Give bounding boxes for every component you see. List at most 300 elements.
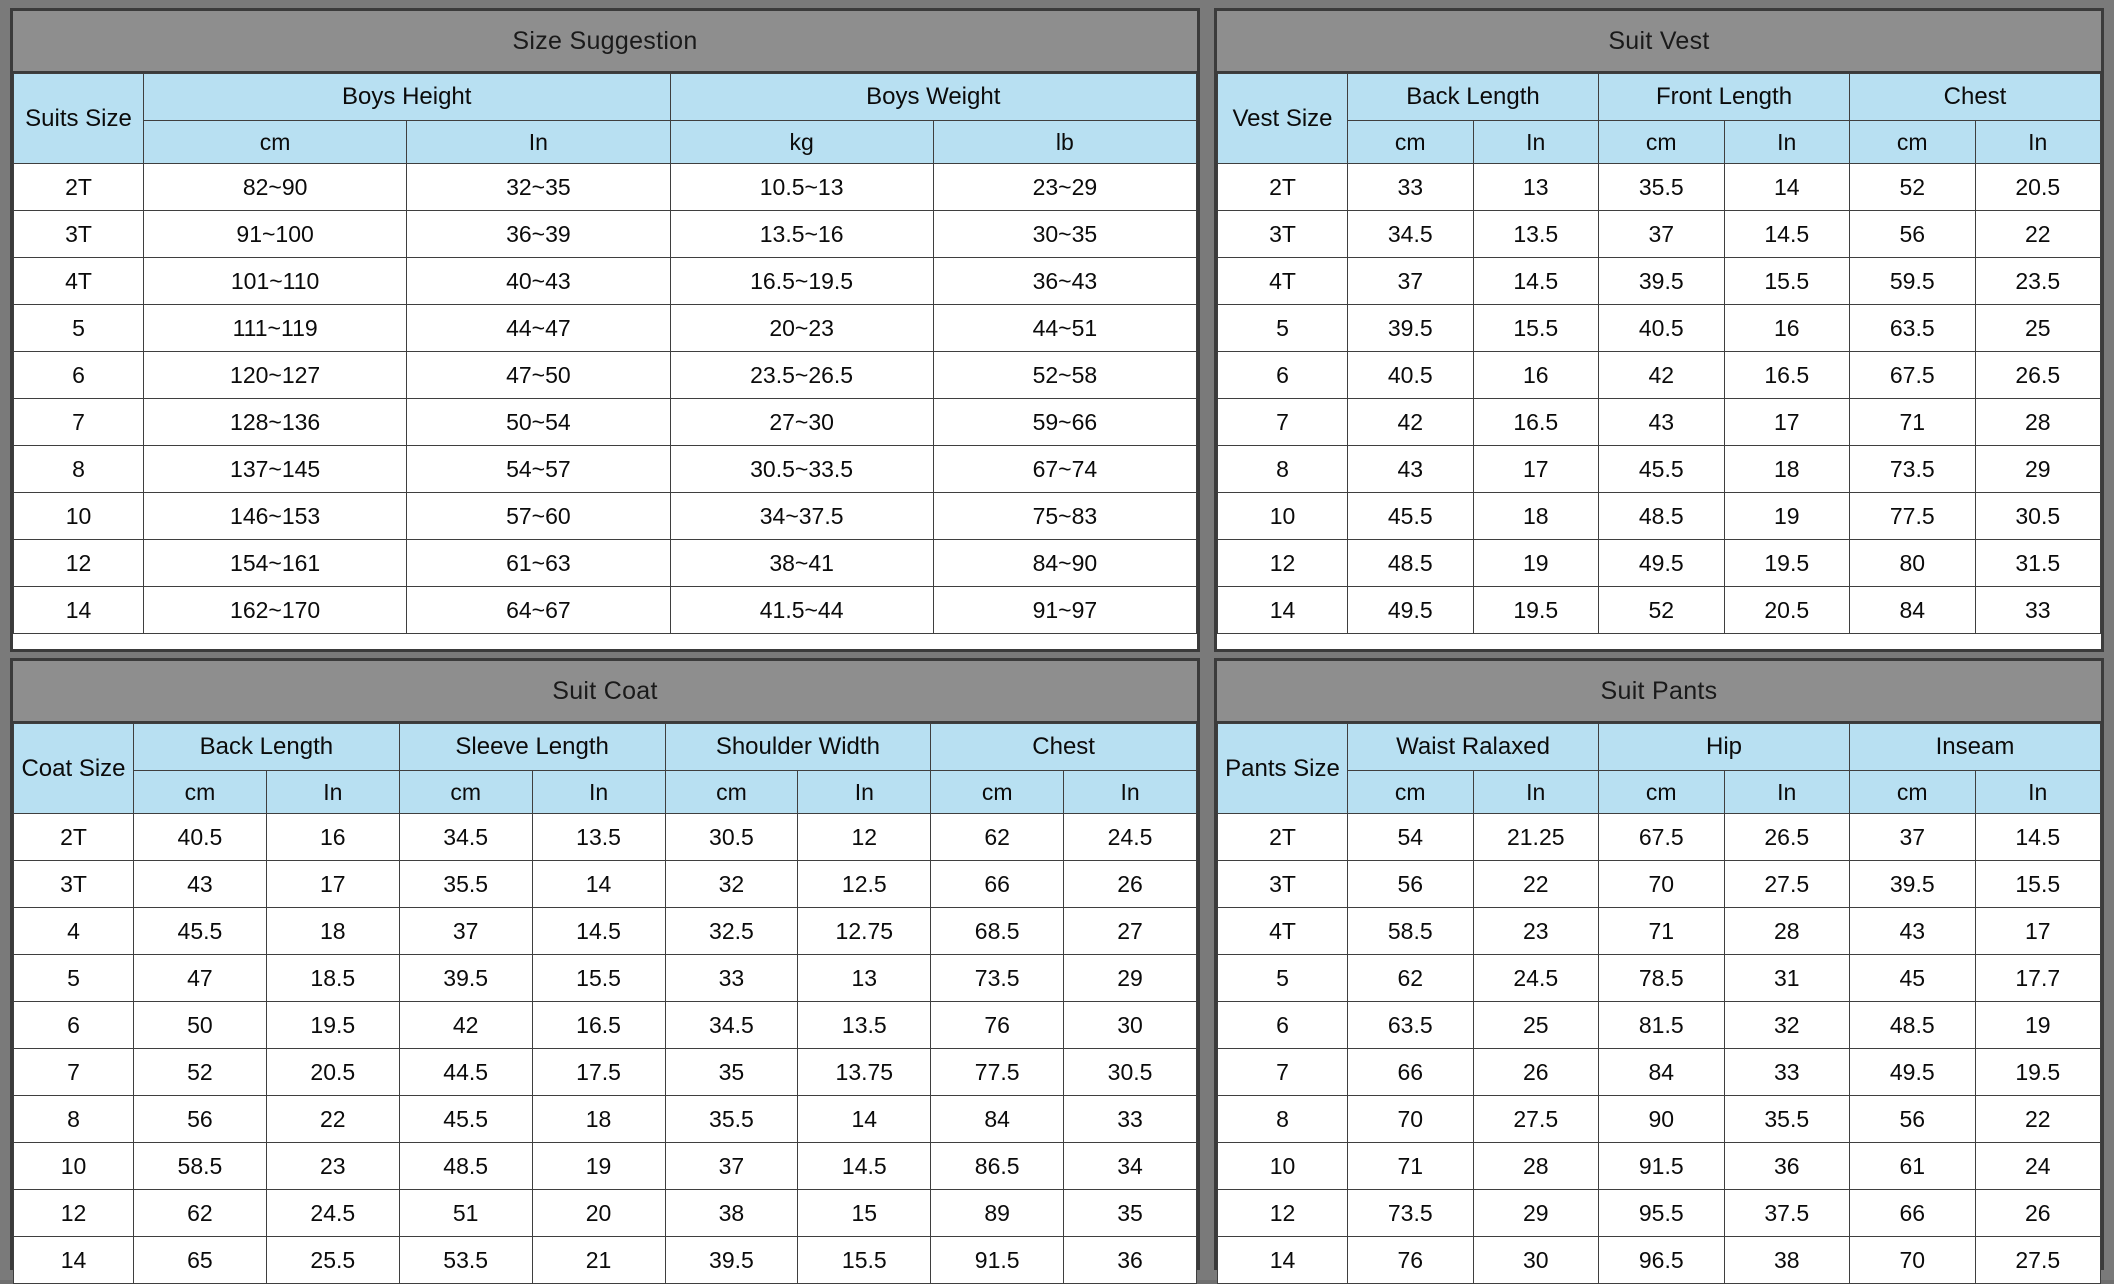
- cell-value: 17: [1473, 446, 1599, 493]
- cell-value: 61~63: [407, 540, 670, 587]
- cell-value: 16.5: [1724, 352, 1850, 399]
- cell-value: 42: [1599, 352, 1725, 399]
- cell-value: 30.5~33.5: [670, 446, 933, 493]
- cell-value: 51: [399, 1190, 532, 1237]
- cell-value: 16.5: [1473, 399, 1599, 446]
- cell-size: 14: [14, 587, 144, 634]
- cell-size: 3T: [14, 211, 144, 258]
- cell-value: 16: [1473, 352, 1599, 399]
- group-header-back-length: Back Length: [134, 724, 400, 771]
- cell-value: 137~145: [144, 446, 407, 493]
- cell-value: 48.5: [399, 1143, 532, 1190]
- unit-header-height-cm: cm: [144, 121, 407, 164]
- cell-value: 23: [266, 1143, 399, 1190]
- cell-value: 49.5: [1850, 1049, 1976, 1096]
- panel-suit-pants: [1214, 658, 2104, 1273]
- cell-value: 30.5: [1064, 1049, 1197, 1096]
- cell-value: 24: [1975, 1143, 2101, 1190]
- cell-value: 35.5: [399, 861, 532, 908]
- cell-value: 37: [1348, 258, 1474, 305]
- table-row: [14, 540, 1197, 587]
- cell-value: 20: [532, 1190, 665, 1237]
- table-row: [14, 814, 1197, 861]
- cell-value: 59.5: [1850, 258, 1976, 305]
- cell-value: 33: [1724, 1049, 1850, 1096]
- cell-value: 84: [1599, 1049, 1725, 1096]
- cell-value: 28: [1975, 399, 2101, 446]
- cell-size: 6: [1218, 352, 1348, 399]
- cell-size: 2T: [14, 814, 134, 861]
- table-row: [14, 493, 1197, 540]
- cell-value: 40~43: [407, 258, 670, 305]
- cell-value: 162~170: [144, 587, 407, 634]
- cell-value: 23.5: [1975, 258, 2101, 305]
- cell-value: 45.5: [1348, 493, 1474, 540]
- cell-value: 76: [1348, 1237, 1474, 1284]
- cell-value: 18: [266, 908, 399, 955]
- unit-header-cm: cm: [1599, 121, 1725, 164]
- cell-value: 26.5: [1724, 814, 1850, 861]
- cell-value: 45.5: [1599, 446, 1725, 493]
- cell-value: 70: [1850, 1237, 1976, 1284]
- cell-size: 14: [1218, 1237, 1348, 1284]
- group-header-back-length: Back Length: [1348, 74, 1599, 121]
- table-wrap-suit-coat: [13, 723, 1197, 1284]
- cell-value: 19.5: [1473, 587, 1599, 634]
- cell-value: 78.5: [1599, 955, 1725, 1002]
- cell-value: 28: [1724, 908, 1850, 955]
- cell-value: 73.5: [1348, 1190, 1474, 1237]
- table-head-suit-vest: [1218, 74, 2101, 164]
- cell-value: 40.5: [1599, 305, 1725, 352]
- table-body-suit-vest: [1218, 164, 2101, 634]
- cell-size: 14: [1218, 587, 1348, 634]
- cell-value: 18: [1724, 446, 1850, 493]
- cell-value: 14.5: [532, 908, 665, 955]
- col-header-pants-size: Pants Size: [1218, 724, 1348, 814]
- cell-value: 16.5: [532, 1002, 665, 1049]
- cell-size: 3T: [14, 861, 134, 908]
- table-row: [14, 399, 1197, 446]
- cell-value: 39.5: [1599, 258, 1725, 305]
- cell-value: 22: [266, 1096, 399, 1143]
- group-header-boys-weight: Boys Weight: [670, 74, 1197, 121]
- panel-title-suit-vest: Suit Vest: [1217, 11, 2101, 73]
- cell-value: 45: [1850, 955, 1976, 1002]
- cell-value: 20.5: [1724, 587, 1850, 634]
- table-row: [1218, 1143, 2101, 1190]
- cell-value: 81.5: [1599, 1002, 1725, 1049]
- cell-value: 54~57: [407, 446, 670, 493]
- cell-value: 24.5: [1473, 955, 1599, 1002]
- cell-value: 32~35: [407, 164, 670, 211]
- cell-value: 15.5: [798, 1237, 931, 1284]
- cell-value: 25: [1473, 1002, 1599, 1049]
- col-header-vest-size: Vest Size: [1218, 74, 1348, 164]
- cell-value: 56: [1850, 1096, 1976, 1143]
- cell-value: 65: [134, 1237, 267, 1284]
- cell-value: 23.5~26.5: [670, 352, 933, 399]
- cell-value: 91.5: [931, 1237, 1064, 1284]
- cell-value: 24.5: [266, 1190, 399, 1237]
- cell-value: 45.5: [134, 908, 267, 955]
- cell-value: 15: [798, 1190, 931, 1237]
- cell-size: 4T: [1218, 258, 1348, 305]
- cell-size: 10: [14, 1143, 134, 1190]
- cell-value: 30~35: [933, 211, 1196, 258]
- cell-value: 80: [1850, 540, 1976, 587]
- table-row: [14, 955, 1197, 1002]
- cell-value: 33: [1975, 587, 2101, 634]
- cell-value: 22: [1473, 861, 1599, 908]
- table-row: [1218, 540, 2101, 587]
- table-suit-pants: [1217, 723, 2101, 1284]
- table-head-suit-coat: [14, 724, 1197, 814]
- cell-value: 48.5: [1599, 493, 1725, 540]
- cell-value: 37: [1599, 211, 1725, 258]
- cell-value: 19: [1473, 540, 1599, 587]
- cell-size: 12: [1218, 540, 1348, 587]
- cell-value: 58.5: [1348, 908, 1474, 955]
- cell-value: 44.5: [399, 1049, 532, 1096]
- cell-size: 3T: [1218, 861, 1348, 908]
- cell-value: 17: [266, 861, 399, 908]
- cell-size: 12: [1218, 1190, 1348, 1237]
- table-suit-vest: [1217, 73, 2101, 634]
- cell-value: 89: [931, 1190, 1064, 1237]
- cell-value: 26: [1064, 861, 1197, 908]
- cell-size: 8: [14, 446, 144, 493]
- cell-value: 57~60: [407, 493, 670, 540]
- cell-size: 12: [14, 540, 144, 587]
- table-wrap-suit-vest: [1217, 73, 2101, 649]
- cell-value: 42: [399, 1002, 532, 1049]
- cell-value: 13.5~16: [670, 211, 933, 258]
- cell-value: 62: [1348, 955, 1474, 1002]
- cell-value: 75~83: [933, 493, 1196, 540]
- cell-value: 34.5: [399, 814, 532, 861]
- cell-value: 12.75: [798, 908, 931, 955]
- cell-value: 29: [1473, 1190, 1599, 1237]
- group-header-chest: Chest: [931, 724, 1197, 771]
- cell-value: 14.5: [1724, 211, 1850, 258]
- top-row: [10, 8, 2104, 652]
- table-row: [14, 861, 1197, 908]
- cell-value: 45.5: [399, 1096, 532, 1143]
- table-row: [14, 908, 1197, 955]
- cell-value: 42: [1348, 399, 1474, 446]
- cell-value: 23~29: [933, 164, 1196, 211]
- cell-value: 19: [1724, 493, 1850, 540]
- cell-size: 2T: [1218, 814, 1348, 861]
- cell-value: 67.5: [1599, 814, 1725, 861]
- unit-header-cm: cm: [1348, 771, 1474, 814]
- cell-value: 33: [1064, 1096, 1197, 1143]
- cell-value: 32: [1724, 1002, 1850, 1049]
- cell-size: 5: [1218, 955, 1348, 1002]
- table-row: [14, 587, 1197, 634]
- cell-size: 7: [1218, 399, 1348, 446]
- cell-size: 5: [14, 305, 144, 352]
- cell-value: 40.5: [134, 814, 267, 861]
- cell-size: 3T: [1218, 211, 1348, 258]
- cell-value: 14.5: [1975, 814, 2101, 861]
- table-row: [1218, 211, 2101, 258]
- cell-value: 63.5: [1348, 1002, 1474, 1049]
- cell-value: 20.5: [266, 1049, 399, 1096]
- table-row: [14, 211, 1197, 258]
- cell-size: 2T: [14, 164, 144, 211]
- cell-value: 59~66: [933, 399, 1196, 446]
- cell-size: 2T: [1218, 164, 1348, 211]
- cell-value: 40.5: [1348, 352, 1474, 399]
- group-header-sleeve-length: Sleeve Length: [399, 724, 665, 771]
- cell-value: 21.25: [1473, 814, 1599, 861]
- cell-value: 71: [1599, 908, 1725, 955]
- cell-value: 52: [1850, 164, 1976, 211]
- cell-value: 52: [1599, 587, 1725, 634]
- cell-value: 13: [798, 955, 931, 1002]
- cell-value: 31.5: [1975, 540, 2101, 587]
- cell-value: 35.5: [1724, 1096, 1850, 1143]
- cell-value: 27.5: [1975, 1237, 2101, 1284]
- cell-value: 71: [1850, 399, 1976, 446]
- cell-value: 39.5: [1850, 861, 1976, 908]
- cell-value: 25.5: [266, 1237, 399, 1284]
- cell-value: 34.5: [1348, 211, 1474, 258]
- unit-header-in: In: [532, 771, 665, 814]
- cell-value: 27.5: [1473, 1096, 1599, 1143]
- cell-value: 37: [665, 1143, 798, 1190]
- cell-value: 52~58: [933, 352, 1196, 399]
- cell-size: 8: [1218, 1096, 1348, 1143]
- cell-value: 34: [1064, 1143, 1197, 1190]
- cell-value: 43: [1850, 908, 1976, 955]
- table-row: [1218, 955, 2101, 1002]
- cell-value: 36: [1724, 1143, 1850, 1190]
- cell-value: 35.5: [1599, 164, 1725, 211]
- cell-value: 44~51: [933, 305, 1196, 352]
- cell-size: 5: [14, 955, 134, 1002]
- unit-header-height-in: In: [407, 121, 670, 164]
- table-row: [1218, 1096, 2101, 1143]
- cell-value: 33: [1348, 164, 1474, 211]
- panel-title-size-suggestion: Size Suggestion: [13, 11, 1197, 73]
- table-row: [1218, 493, 2101, 540]
- cell-value: 19.5: [1975, 1049, 2101, 1096]
- table-head-size-suggestion: [14, 74, 1197, 164]
- table-row: [14, 1096, 1197, 1143]
- table-wrap-suit-pants: [1217, 723, 2101, 1284]
- unit-header-in: In: [1975, 771, 2101, 814]
- cell-value: 50: [134, 1002, 267, 1049]
- table-row: [1218, 258, 2101, 305]
- cell-value: 39.5: [399, 955, 532, 1002]
- group-header-hip: Hip: [1599, 724, 1850, 771]
- cell-value: 71: [1348, 1143, 1474, 1190]
- table-suit-coat: [13, 723, 1197, 1284]
- cell-value: 38: [1724, 1237, 1850, 1284]
- table-row: [1218, 446, 2101, 493]
- cell-value: 19.5: [266, 1002, 399, 1049]
- unit-header-in: In: [1724, 121, 1850, 164]
- cell-value: 84: [1850, 587, 1976, 634]
- cell-value: 26.5: [1975, 352, 2101, 399]
- cell-value: 95.5: [1599, 1190, 1725, 1237]
- cell-size: 7: [14, 399, 144, 446]
- cell-value: 10.5~13: [670, 164, 933, 211]
- cell-size: 4T: [14, 258, 144, 305]
- cell-value: 20.5: [1975, 164, 2101, 211]
- cell-size: 8: [14, 1096, 134, 1143]
- unit-header-cm: cm: [1850, 121, 1976, 164]
- cell-value: 38: [665, 1190, 798, 1237]
- cell-value: 86.5: [931, 1143, 1064, 1190]
- cell-value: 36~43: [933, 258, 1196, 305]
- group-header-boys-height: Boys Height: [144, 74, 671, 121]
- cell-value: 43: [1599, 399, 1725, 446]
- unit-header-cm: cm: [665, 771, 798, 814]
- table-row: [14, 1190, 1197, 1237]
- cell-size: 14: [14, 1237, 134, 1284]
- table-row: [1218, 1049, 2101, 1096]
- unit-header-cm: cm: [399, 771, 532, 814]
- cell-value: 19: [1975, 1002, 2101, 1049]
- cell-value: 146~153: [144, 493, 407, 540]
- cell-value: 154~161: [144, 540, 407, 587]
- cell-size: 7: [1218, 1049, 1348, 1096]
- cell-value: 84~90: [933, 540, 1196, 587]
- cell-size: 7: [14, 1049, 134, 1096]
- cell-value: 27.5: [1724, 861, 1850, 908]
- cell-value: 14.5: [798, 1143, 931, 1190]
- cell-value: 21: [532, 1237, 665, 1284]
- table-body-suit-pants: [1218, 814, 2101, 1284]
- cell-value: 101~110: [144, 258, 407, 305]
- cell-value: 30: [1064, 1002, 1197, 1049]
- cell-value: 64~67: [407, 587, 670, 634]
- table-row: [1218, 399, 2101, 446]
- unit-header-in: In: [1064, 771, 1197, 814]
- table-body-suit-coat: [14, 814, 1197, 1284]
- cell-value: 34.5: [665, 1002, 798, 1049]
- unit-header-weight-kg: kg: [670, 121, 933, 164]
- cell-value: 14: [1724, 164, 1850, 211]
- cell-value: 17: [1724, 399, 1850, 446]
- cell-value: 48.5: [1348, 540, 1474, 587]
- cell-value: 13.5: [798, 1002, 931, 1049]
- cell-value: 66: [931, 861, 1064, 908]
- cell-value: 36~39: [407, 211, 670, 258]
- table-size-suggestion: [13, 73, 1197, 634]
- cell-value: 35: [1064, 1190, 1197, 1237]
- cell-value: 19: [532, 1143, 665, 1190]
- cell-value: 91~100: [144, 211, 407, 258]
- table-row: [1218, 861, 2101, 908]
- unit-header-cm: cm: [931, 771, 1064, 814]
- cell-size: 4: [14, 908, 134, 955]
- cell-value: 50~54: [407, 399, 670, 446]
- table-row: [14, 446, 1197, 493]
- cell-value: 91~97: [933, 587, 1196, 634]
- cell-value: 68.5: [931, 908, 1064, 955]
- cell-value: 48.5: [1850, 1002, 1976, 1049]
- cell-value: 111~119: [144, 305, 407, 352]
- col-header-coat-size: Coat Size: [14, 724, 134, 814]
- table-row: [14, 305, 1197, 352]
- cell-value: 18: [532, 1096, 665, 1143]
- unit-header-in: In: [1473, 121, 1599, 164]
- group-header-shoulder-width: Shoulder Width: [665, 724, 931, 771]
- cell-value: 18.5: [266, 955, 399, 1002]
- cell-value: 37.5: [1724, 1190, 1850, 1237]
- cell-value: 82~90: [144, 164, 407, 211]
- panel-title-suit-pants: Suit Pants: [1217, 661, 2101, 723]
- table-row: [1218, 1237, 2101, 1284]
- panel-size-suggestion: [10, 8, 1200, 652]
- table-row: [1218, 908, 2101, 955]
- table-row: [14, 164, 1197, 211]
- cell-value: 56: [134, 1096, 267, 1143]
- unit-header-cm: cm: [134, 771, 267, 814]
- cell-value: 16: [1724, 305, 1850, 352]
- cell-value: 44~47: [407, 305, 670, 352]
- cell-value: 16: [266, 814, 399, 861]
- cell-value: 13.5: [1473, 211, 1599, 258]
- group-header-front-length: Front Length: [1599, 74, 1850, 121]
- cell-value: 13.5: [532, 814, 665, 861]
- cell-value: 53.5: [399, 1237, 532, 1284]
- cell-value: 13: [1473, 164, 1599, 211]
- cell-value: 62: [134, 1190, 267, 1237]
- unit-header-in: In: [798, 771, 931, 814]
- cell-value: 31: [1724, 955, 1850, 1002]
- table-body-size-suggestion: [14, 164, 1197, 634]
- table-row: [1218, 587, 2101, 634]
- table-row: [1218, 352, 2101, 399]
- cell-value: 26: [1473, 1049, 1599, 1096]
- cell-size: 4T: [1218, 908, 1348, 955]
- unit-header-cm: cm: [1348, 121, 1474, 164]
- table-row: [1218, 814, 2101, 861]
- table-row: [1218, 305, 2101, 352]
- unit-header-cm: cm: [1599, 771, 1725, 814]
- cell-size: 6: [1218, 1002, 1348, 1049]
- table-row: [1218, 1190, 2101, 1237]
- cell-value: 67.5: [1850, 352, 1976, 399]
- table-row: [14, 1143, 1197, 1190]
- unit-header-in: In: [1724, 771, 1850, 814]
- cell-size: 6: [14, 1002, 134, 1049]
- cell-value: 29: [1975, 446, 2101, 493]
- cell-value: 37: [1850, 814, 1976, 861]
- cell-value: 15.5: [1975, 861, 2101, 908]
- cell-value: 76: [931, 1002, 1064, 1049]
- table-row: [1218, 1002, 2101, 1049]
- cell-value: 32.5: [665, 908, 798, 955]
- cell-value: 22: [1975, 211, 2101, 258]
- cell-value: 43: [1348, 446, 1474, 493]
- cell-value: 47: [134, 955, 267, 1002]
- cell-value: 35.5: [665, 1096, 798, 1143]
- cell-value: 61: [1850, 1143, 1976, 1190]
- cell-value: 58.5: [134, 1143, 267, 1190]
- table-row: [1218, 164, 2101, 211]
- unit-header-weight-lb: lb: [933, 121, 1196, 164]
- cell-value: 128~136: [144, 399, 407, 446]
- table-row: [14, 258, 1197, 305]
- col-header-suits-size: Suits Size: [14, 74, 144, 164]
